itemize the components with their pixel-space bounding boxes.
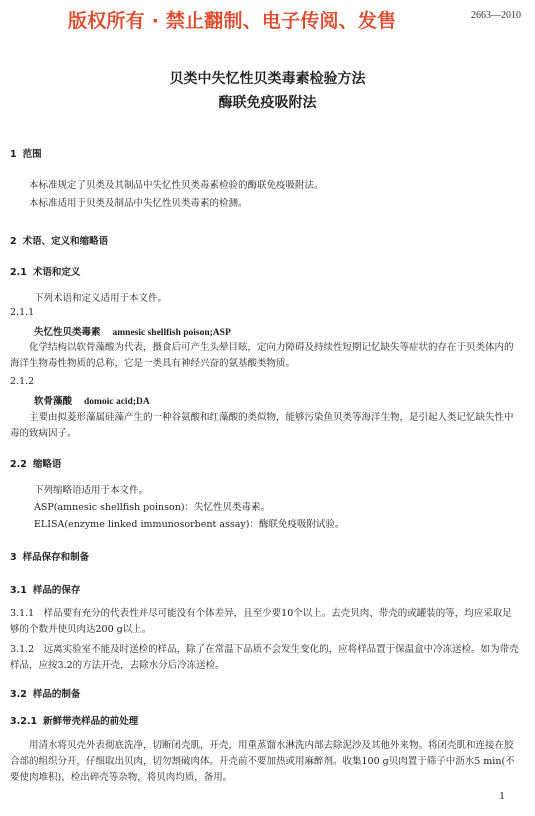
section-number: 1 [10,149,17,160]
section-3-2-heading [10,686,80,700]
term-1 [34,324,231,338]
term-2-number: 2.1.2 [10,376,35,387]
term-2-chinese: 软骨藻酸 [34,396,73,407]
scope-paragraph-1: 本标准规定了贝类及其制品中失忆性贝类毒素检验的酶联免疫吸附法。 [29,180,324,191]
section-number: 2.2 [10,459,27,470]
section-number: 3.2 [10,689,27,700]
section-3-1-heading [10,582,80,596]
section-number: 2 [10,236,17,247]
section-title: 术语、定义和缩略语 [22,236,109,247]
term-1-english: amnesic shellfish poison;ASP [112,328,231,338]
section-number: 3.1 [10,585,27,596]
section-title: 范围 [22,149,42,160]
section-2-1-heading [10,264,80,278]
clause-3-2-1-paragraph: 用清水将贝壳外表彻底洗净，切断闭壳肌，开壳，用重蒸馏水淋洗内部去除泥沙及其他外来物。将闭壳肌和连接在胶合部的组织分开，仔细取出贝肉，切勿割破肉体。开壳前不要加热或用麻醉剂。收集100 g贝肉置于筛子中沥水5 min(不要使肉堆积)，检出碎壳等杂物，将贝肉均质，备用。 [10,740,515,783]
document-title: 贝类中失忆性贝类毒素检验方法 [169,71,366,87]
section-1-heading [10,146,42,160]
term-1-chinese: 失忆性贝类毒素 [34,327,101,338]
section-number: 2.1 [10,267,27,278]
page-number: 1 [499,792,505,802]
section-number: 3.2.1 [10,716,38,727]
section-title: 缩略语 [32,459,62,470]
term-2-definition: 主要由拟菱形藻属硅藻产生的一种谷氨酸和红藻酸的类似物，能够污染鱼贝类等海洋生物，是引起人类记忆缺失性中毒的致病因子。 [10,412,514,439]
section-title: 术语和定义 [32,267,81,278]
section-3-2-1-heading [10,713,138,727]
section-2-2-heading [10,456,61,470]
abbrev-elisa: ELISA(enzyme linked immunosorbent assay)：酶联免疫吸附试验。 [34,519,345,530]
standard-code: 2663—2010 [471,10,521,21]
copyright-watermark: 版权所有 · 禁止翻制、电子传阅、发售 [68,10,397,32]
term-2-english: domoic acid;DA [84,397,150,407]
scope-paragraph-2: 本标准适用于贝类及制品中失忆性贝类毒素的检测。 [29,198,248,209]
term-1-number: 2.1.1 [10,307,35,318]
section-2-heading [10,233,108,247]
section-3-heading [10,549,89,563]
section-title: 样品保存和制备 [22,552,90,563]
document-subtitle: 酶联免疫吸附法 [218,95,317,111]
term-1-definition: 化学结构以软骨藻酸为代表，摄食后可产生头晕目眩，定向力障碍及持续性短期记忆缺失等症状的存在于贝类体内的海洋生物毒性物质的总称，它是一类具有神经兴奋的氨基酸类物质。 [10,342,514,369]
term-2 [34,393,150,407]
clause-3-1-2: 3.1.2 远离实验室不能及时送检的样品，除了在常温下品质不会发生变化的，应将样品置于保温盒中冷冻送检。如为带壳样品，应按3.2的方法开壳，去除水分后冷冻送检。 [10,644,519,671]
clause-3-1-1: 3.1.1 样品要有充分的代表性并尽可能没有个体差异，且至少要10个以上。去壳贝肉、带壳的或罐装的等，均应采取足够的个数并使贝肉达200 g以上。 [10,608,512,635]
section-title: 新鲜带壳样品的前处理 [43,716,139,727]
abbrev-intro: 下列缩略语适用于本文件。 [34,485,149,496]
section-number: 3 [10,552,17,563]
terms-intro: 下列术语和定义适用于本文件。 [34,293,168,304]
section-title: 样品的保存 [32,585,81,596]
abbrev-asp: ASP(amnesic shellfish poinson)：失忆性贝类毒素。 [34,502,271,513]
section-title: 样品的制备 [32,689,81,700]
